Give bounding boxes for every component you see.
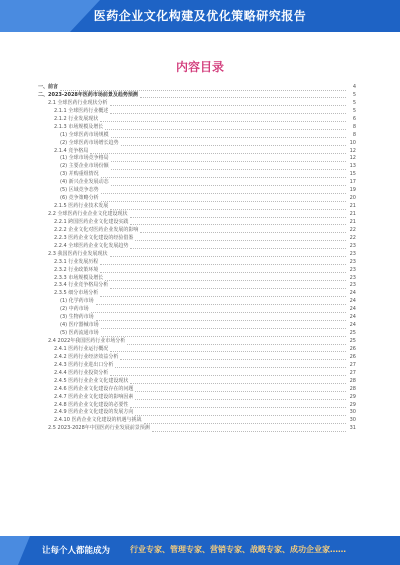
toc-entry-title: 2.1.3 市场规模及增长 [54, 123, 104, 130]
toc-entry[interactable] [38, 203, 356, 211]
toc-entry-title: 二、2023-2028年医药市场前景及趋势预测 [38, 91, 138, 98]
toc-entry-page: 13 [349, 163, 356, 170]
toc-leader-dots [101, 336, 346, 337]
toc-entry-page: 23 [349, 258, 356, 265]
toc-entry-page: 29 [349, 393, 356, 400]
toc-leader-dots [91, 312, 346, 313]
toc-entry-title: 2.4.7 医药企业文化建设的影响因素 [54, 393, 134, 400]
toc-leader-dots [100, 296, 346, 297]
toc-entry-title: 2.4.10 医药企业文化建设的机遇与挑战 [54, 417, 142, 424]
toc-entry[interactable] [38, 179, 356, 187]
toc-leader-dots [130, 248, 346, 249]
toc-entry-page: 20 [349, 195, 356, 202]
toc-entry-page: 5 [352, 99, 356, 106]
toc-entry-page: 25 [349, 338, 356, 344]
toc-entry-title: 2.4.8 医药企业文化建设的必要性 [54, 401, 129, 408]
toc-leader-dots [60, 90, 346, 91]
toc-leader-dots [121, 145, 346, 146]
toc-entry-title: (2) 主要企业市场份额 [60, 163, 109, 170]
toc-entry-page: 19 [349, 187, 356, 194]
toc-entry-page: 5 [352, 91, 356, 98]
toc-leader-dots [110, 351, 346, 352]
toc-entry-title: (1) 全球市场竞争格局 [60, 155, 109, 162]
toc-leader-dots [135, 391, 346, 392]
toc-leader-dots [100, 272, 346, 273]
toc-entry[interactable] [38, 211, 356, 219]
toc-leader-dots [110, 209, 346, 210]
toc-entry-page: 12 [349, 155, 356, 162]
toc-entry-title: 2.3.5 细分市场分析 [54, 290, 99, 297]
toc-entry-title: 2.3.2 行业政策环境 [54, 266, 99, 273]
toc-entry-title: 2.1.5 医药行业技术发展 [54, 203, 109, 210]
toc-entry[interactable] [38, 195, 356, 203]
page-header [0, 0, 400, 32]
footer-decoration [0, 536, 30, 565]
toc-entry-title: (4) 医疗器械市场 [60, 322, 99, 329]
toc-entry-page: 24 [349, 290, 356, 297]
toc-entry-title: 2.1.2 行业发展现状 [54, 115, 99, 122]
toc-leader-dots [111, 185, 346, 186]
toc-entry-page: 22 [349, 234, 356, 241]
toc-leader-dots [101, 328, 346, 329]
footer-slogan: 让每个人都能成为 [42, 546, 111, 556]
toc-leader-dots [101, 201, 346, 202]
toc-entry-page: 27 [349, 361, 356, 368]
toc-entry-page: 28 [349, 385, 356, 392]
toc-entry[interactable] [38, 187, 356, 195]
toc-entry-page: 21 [349, 218, 356, 225]
toc-leader-dots [110, 288, 346, 289]
toc-entry-page: 8 [352, 123, 356, 130]
toc-leader-dots [127, 344, 346, 345]
toc-leader-dots [105, 280, 346, 281]
toc-entry-title: (3) 并购重组情况 [60, 171, 99, 178]
toc-entry-title: 一、前言 [38, 84, 59, 90]
toc-leader-dots [110, 105, 346, 106]
toc-leader-dots [140, 232, 346, 233]
toc-leader-dots [111, 137, 346, 138]
toc-leader-dots [110, 113, 346, 114]
toc-entry-page: 5 [352, 107, 356, 114]
toc-entry-title: 2.4.2 医药行业经济效益分析 [54, 353, 119, 360]
toc-leader-dots [90, 153, 346, 154]
toc-leader-dots [152, 431, 346, 432]
toc-entry-page: 23 [349, 274, 356, 281]
toc-entry[interactable] [38, 124, 356, 132]
toc-entry-page: 26 [349, 345, 356, 352]
toc-leader-dots [100, 121, 346, 122]
toc-entry-page: 30 [349, 417, 356, 424]
toc-leader-dots [130, 383, 346, 384]
table-of-contents [38, 84, 356, 433]
toc-entry-title: 2.2.1 跨国医药企业文化建设实践 [54, 218, 129, 225]
toc-entry[interactable] [38, 378, 356, 386]
toc-entry[interactable] [38, 338, 356, 346]
toc-entry[interactable] [38, 116, 356, 124]
toc-entry-page: 17 [349, 179, 356, 186]
toc-leader-dots [111, 169, 346, 170]
toc-entry-title: 2.4.9 医药企业文化建设的发展方向 [54, 409, 134, 416]
toc-leader-dots [96, 320, 346, 321]
toc-entry-page: 23 [349, 266, 356, 273]
toc-entry[interactable] [38, 267, 356, 275]
toc-entry-title: (6) 竞争策略分析 [60, 195, 99, 202]
toc-entry-title: 2.2.3 医药企业文化建设的经验借鉴 [54, 234, 134, 241]
toc-entry-title: (5) 区域竞争态势 [60, 187, 99, 194]
toc-entry-title: (2) 全球医药市场增长趋势 [60, 139, 119, 146]
toc-entry[interactable] [38, 370, 356, 378]
toc-leader-dots [96, 304, 346, 305]
toc-leader-dots [105, 129, 346, 130]
toc-entry-title: 2.4.5 医药行业企业文化建设现状 [54, 377, 129, 384]
toc-entry[interactable] [38, 386, 356, 394]
toc-entry-page: 24 [349, 314, 356, 321]
toc-entry-title: 2.1.4 竞争格局 [54, 147, 89, 154]
footer-roles: 行业专家、管理专家、营销专家、战略专家、成功企业家…… [130, 545, 346, 554]
toc-entry-page: 8 [352, 131, 356, 138]
toc-entry-page: 23 [349, 242, 356, 249]
toc-entry[interactable] [38, 306, 356, 314]
toc-leader-dots [111, 161, 346, 162]
toc-leader-dots [144, 423, 346, 424]
toc-entry[interactable] [38, 132, 356, 140]
toc-heading: 内容目录 [175, 60, 224, 74]
toc-entry-page: 28 [349, 377, 356, 384]
toc-leader-dots [130, 217, 346, 218]
toc-entry-page: 24 [349, 298, 356, 305]
toc-leader-dots [115, 367, 346, 368]
toc-entry-page: 21 [349, 203, 356, 210]
toc-leader-dots [100, 264, 346, 265]
toc-entry-title: 2.2.4 全球医药企业文化发展趋势 [54, 242, 129, 249]
toc-entry[interactable] [38, 314, 356, 322]
toc-entry-title: (1) 全球医药市场规模 [60, 131, 109, 138]
toc-entry[interactable] [38, 100, 356, 108]
toc-entry[interactable] [38, 140, 356, 148]
toc-entry-title: 2.4.4 医药行业投资分析 [54, 369, 109, 376]
toc-leader-dots [110, 375, 346, 376]
toc-entry-title: 2.4.3 医药行业进出口分析 [54, 361, 114, 368]
toc-entry-title: (4) 新兴企业发展动态 [60, 179, 109, 186]
toc-entry[interactable] [38, 394, 356, 402]
toc-entry-page: 26 [349, 353, 356, 360]
toc-entry[interactable] [38, 84, 356, 92]
toc-entry-page: 21 [349, 211, 356, 217]
toc-entry[interactable] [38, 227, 356, 235]
toc-entry-title: 2.4.1 医药行业运行概况 [54, 345, 109, 352]
toc-entry-title: 2.5 2023-2028年中国医药行业发展前景预测 [48, 425, 150, 432]
toc-entry-page: 24 [349, 322, 356, 329]
toc-entry[interactable] [38, 259, 356, 267]
toc-entry[interactable] [38, 346, 356, 354]
toc-entry-page: 15 [349, 171, 356, 178]
toc-entry-page: 6 [352, 115, 356, 122]
toc-entry-title: 2.4 2022年我国医药行业市场分析 [48, 338, 126, 344]
toc-entry[interactable] [38, 235, 356, 243]
toc-entry[interactable] [38, 425, 356, 433]
toc-entry-page: 4 [352, 84, 356, 90]
toc-entry-page: 22 [349, 226, 356, 233]
toc-entry-title: 2.3 我国医药行业发展现状 [48, 250, 108, 257]
toc-entry-page: 12 [349, 147, 356, 154]
toc-leader-dots [110, 256, 346, 257]
toc-entry[interactable] [38, 354, 356, 362]
toc-leader-dots [135, 399, 346, 400]
toc-leader-dots [130, 224, 346, 225]
toc-entry-page: 30 [349, 409, 356, 416]
toc-entry[interactable] [38, 362, 356, 370]
toc-entry-title: 2.2.2 企业文化对医药企业发展的影响 [54, 226, 139, 233]
toc-entry-title: 2.3.4 行业竞争格局分析 [54, 282, 109, 289]
toc-leader-dots [140, 97, 346, 98]
toc-entry-title: 2.2 全球医药行业企业文化建设现状 [48, 211, 128, 217]
toc-leader-dots [135, 415, 346, 416]
toc-leader-dots [130, 407, 346, 408]
toc-entry[interactable] [38, 108, 356, 116]
toc-leader-dots [101, 177, 346, 178]
toc-entry-title: (5) 医药流通市场 [60, 330, 99, 337]
toc-entry[interactable] [38, 92, 356, 100]
toc-entry-title: (1) 化学药市场 [60, 298, 94, 305]
toc-entry[interactable] [38, 243, 356, 251]
toc-entry-page: 23 [349, 282, 356, 289]
report-title: 医药企业文化构建及优化策略研究报告 [93, 9, 307, 23]
toc-entry-title: (2) 中药市场 [60, 306, 89, 313]
toc-entry-page: 24 [349, 306, 356, 313]
toc-entry-title: 2.3.1 行业发展历程 [54, 258, 99, 265]
toc-entry-page: 25 [349, 330, 356, 337]
toc-entry[interactable] [38, 251, 356, 259]
toc-entry[interactable] [38, 219, 356, 227]
toc-entry-title: 2.1.1 全球医药行业概述 [54, 107, 109, 114]
toc-entry-page: 23 [349, 250, 356, 257]
toc-entry-title: 2.4.6 医药企业文化建设存在的问题 [54, 385, 134, 392]
toc-entry-page: 10 [349, 139, 356, 146]
toc-entry-title: 2.3.3 市场规模及增长 [54, 274, 104, 281]
toc-leader-dots [135, 240, 346, 241]
toc-entry[interactable] [38, 322, 356, 330]
page-footer [0, 536, 400, 565]
toc-entry[interactable] [38, 330, 356, 338]
toc-leader-dots [120, 359, 346, 360]
toc-entry-page: 27 [349, 369, 356, 376]
toc-entry-page: 31 [349, 425, 356, 432]
toc-entry-title: 2.1 全球医药行业现状分析 [48, 99, 108, 106]
toc-entry-page: 29 [349, 401, 356, 408]
toc-leader-dots [101, 193, 346, 194]
toc-entry-title: (3) 生物药市场 [60, 314, 94, 321]
